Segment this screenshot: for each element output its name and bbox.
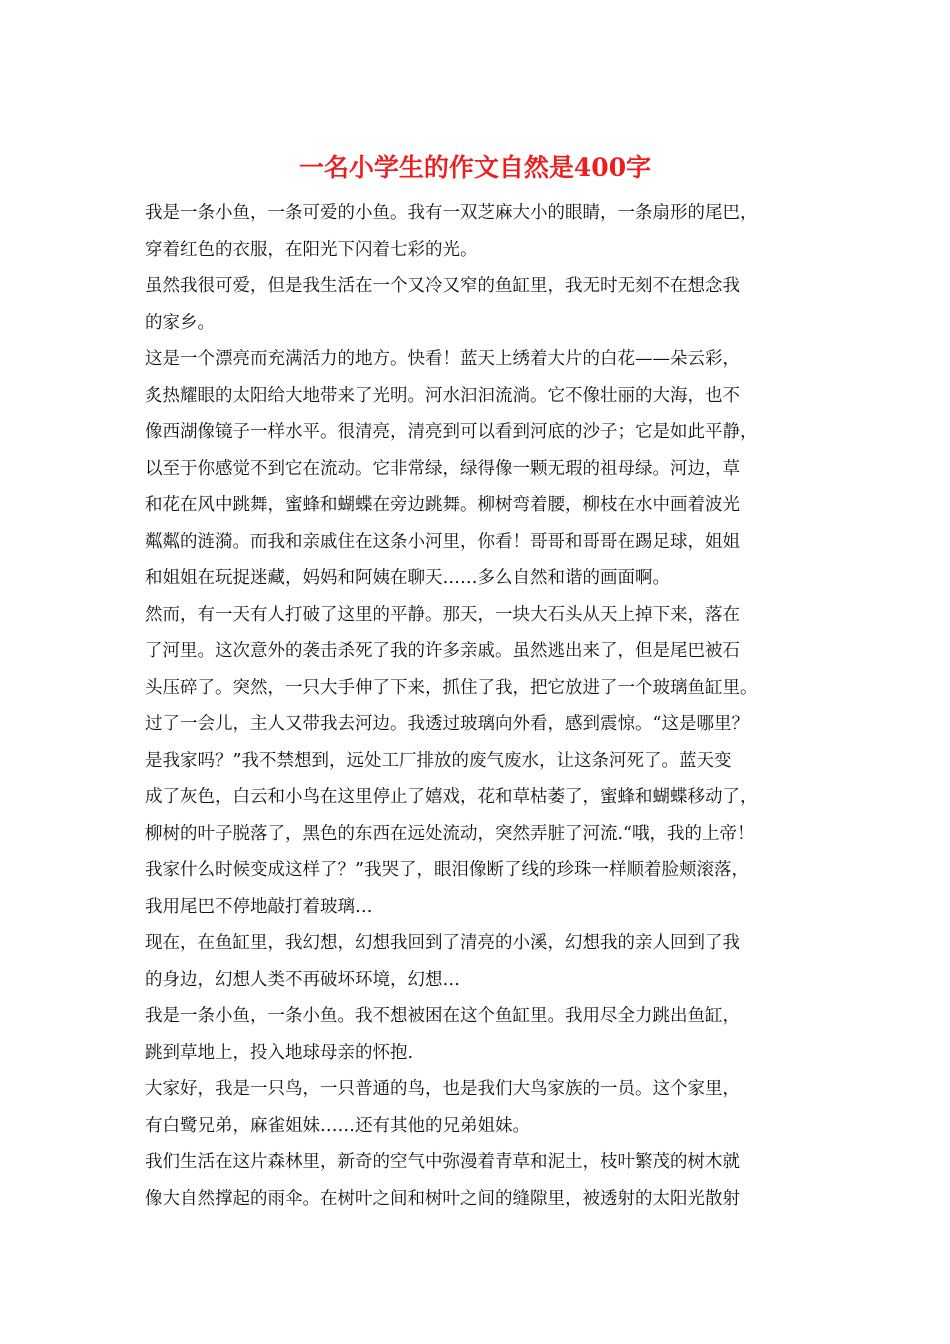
text-line: 成了灰色，白云和小鸟在这里停止了嬉戏，花和草枯萎了，蜜蜂和蝴蝶移动了， <box>145 787 758 807</box>
text-line: 粼粼的涟漪。而我和亲戚住在这条小河里，你看！哥哥和哥哥在踢足球，姐姐 <box>145 531 740 552</box>
text-line: 炙热耀眼的太阳给大地带来了光明。河水汩汩流淌。它不像壮丽的大海，也不 <box>145 385 740 406</box>
text-line: 过了一会儿，主人又带我去河边。我透过玻璃向外看，感到震惊。“这是哪里？ <box>145 714 749 734</box>
text-line: 和姐姐在玩捉迷藏，妈妈和阿姨在聊天……多么自然和谐的画面啊。 <box>145 568 670 588</box>
text-line: 我家什么时候变成这样了？”我哭了，眼泪像断了线的珍珠一样顺着脸颊滚落， <box>145 860 749 880</box>
text-line: 我们生活在这片森林里，新奇的空气中弥漫着青草和泥土，枝叶繁茂的树木就 <box>145 1152 740 1172</box>
document-body <box>145 195 810 1217</box>
text-line: 了河里。这次意外的袭击杀死了我的许多亲戚。虽然逃出来了，但是尾巴被石 <box>145 641 740 661</box>
text-line: 虽然我很可爱，但是我生活在一个又冷又窄的鱼缸里，我无时无刻不在想念我 <box>145 276 740 296</box>
text-line: 大家好，我是一只鸟，一只普通的鸟，也是我们大鸟家族的一员。这个家里， <box>145 1079 740 1099</box>
text-line: 这是一个漂亮而充满活力的地方。快看！蓝天上绣着大片的白花——朵云彩， <box>145 349 740 369</box>
text-line: 然而，有一天有人打破了这里的平静。那天，一块大石头从天上掉下来，落在 <box>145 604 740 625</box>
text-line: 我是一条小鱼，一条可爱的小鱼。我有一双芝麻大小的眼睛，一条扇形的尾巴， <box>145 203 758 223</box>
text-line: 跳到草地上，投入地球母亲的怀抱. <box>145 1042 414 1063</box>
text-line: 有白鹭兄弟，麻雀姐妹……还有其他的兄弟姐妹。 <box>145 1115 530 1136</box>
text-line: 我用尾巴不停地敲打着玻璃… <box>145 896 373 917</box>
text-line: 我是一条小鱼，一条小鱼。我不想被困在这个鱼缸里。我用尽全力跳出鱼缸， <box>145 1006 740 1026</box>
text-line: 以至于你感觉不到它在流动。它非常绿，绿得像一颗无瑕的祖母绿。河边，草 <box>145 458 740 479</box>
text-line: 穿着红色的衣服，在阳光下闪着七彩的光。 <box>145 239 478 260</box>
document-title: 一名小学生的作文自然是400字 <box>298 153 652 182</box>
text-line: 柳树的叶子脱落了，黑色的东西在远处流动，突然弄脏了河流.“哦，我的上帝！ <box>145 823 755 844</box>
text-line: 和花在风中跳舞，蜜蜂和蝴蝶在旁边跳舞。柳树弯着腰，柳枝在水中画着波光 <box>145 495 740 515</box>
text-line: 现在，在鱼缸里，我幻想，幻想我回到了清亮的小溪，幻想我的亲人回到了我 <box>145 933 740 953</box>
text-line: 像大自然撑起的雨伞。在树叶之间和树叶之间的缝隙里，被透射的太阳光散射 <box>145 1188 740 1209</box>
text-line: 的家乡。 <box>145 312 215 333</box>
text-line: 头压碎了。突然，一只大手伸了下来，抓住了我，把它放进了一个玻璃鱼缸里。 <box>145 677 758 698</box>
text-line: 的身边，幻想人类不再破坏环境，幻想… <box>145 969 460 990</box>
text-line: 是我家吗？”我不禁想到，远处工厂排放的废气废水，让这条河死了。蓝天变 <box>145 750 732 771</box>
text-line: 像西湖像镜子一样水平。很清亮，清亮到可以看到河底的沙子；它是如此平静， <box>145 422 758 442</box>
